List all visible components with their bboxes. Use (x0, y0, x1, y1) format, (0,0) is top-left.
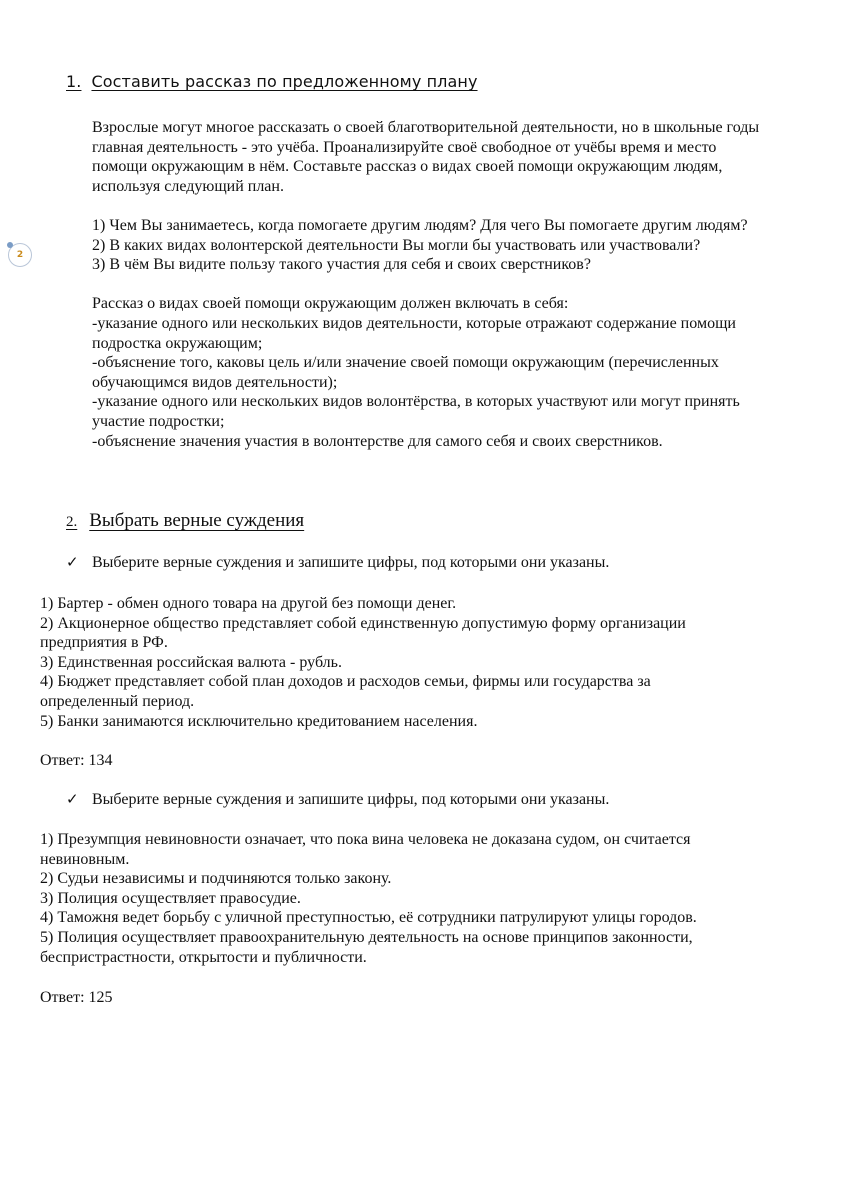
requirement-line: Рассказ о видах своей помощи окружающим должен включать в себя: (92, 295, 569, 313)
requirement-line: обучающимся видов деятельности); (92, 373, 338, 391)
statement-item: 2) Судьи независимы и подчиняются только закону. (40, 870, 392, 888)
statement-item: предприятия в РФ. (40, 634, 168, 652)
section1-title: Составить рассказ по предложенному плану (91, 72, 478, 91)
section1-body (92, 118, 832, 451)
section2-title: Выбрать верные суждения (89, 510, 305, 531)
section2-heading (66, 510, 304, 532)
intro-line: помощи окружающим в нём. Составьте рассказ о видах своей помощи окружающим людям, (92, 158, 723, 176)
plan-item: 2) В каких видах волонтерской деятельности Вы могли бы участвовать или участвовали? (92, 236, 701, 254)
statement-item: 5) Банки занимаются исключительно кредитованием населения. (40, 712, 478, 730)
statement-item: беспристрастности, открытости и публичности. (40, 948, 367, 966)
checkmark-icon: ✓ (66, 553, 79, 571)
comment-badge[interactable] (8, 243, 32, 267)
requirement-line: -указание одного или нескольких видов деятельности, которые отражают содержание помощи (92, 314, 736, 332)
statement-item: невиновным. (40, 850, 130, 868)
task1-items (40, 594, 820, 731)
comment-count: 2 (16, 250, 24, 260)
task2-answer: Ответ: 125 (40, 989, 113, 1006)
task1-instruction (66, 553, 609, 573)
section1-number: 1. (66, 72, 82, 91)
statement-item: 3) Полиция осуществляет правосудие. (40, 889, 301, 907)
plan-item: 3) В чём Вы видите пользу такого участия для себя и своих сверстников? (92, 256, 591, 274)
task1-instruction-text: Выберите верные суждения и запишите цифры, под которыми они указаны. (92, 554, 610, 571)
section1-heading (66, 72, 478, 91)
task2-instruction (66, 790, 609, 810)
task2-instruction-text: Выберите верные суждения и запишите цифры, под которыми они указаны. (92, 791, 610, 808)
statement-item: 4) Таможня ведет борьбу с уличной преступностью, её сотрудники патрулируют улицы городов. (40, 909, 697, 927)
statement-item: 3) Единственная российская валюта - рубль. (40, 653, 342, 671)
intro-line: Взрослые могут многое рассказать о своей благотворительной деятельности, но в школьные годы (92, 119, 760, 136)
section2-number: 2. (66, 514, 78, 530)
statement-item: 4) Бюджет представляет собой план доходов и расходов семьи, фирмы или государства за (40, 673, 651, 691)
task1-answer: Ответ: 134 (40, 752, 113, 769)
spacer (92, 275, 832, 295)
statement-item: определенный период. (40, 692, 195, 710)
statement-item: 2) Акционерное общество представляет собой единственную допустимую форму организации (40, 614, 686, 632)
requirement-line: -указание одного или нескольких видов волонтёрства, в которых участвуют или могут принять (92, 393, 740, 411)
intro-line: главная деятельность - это учёба. Проанализируйте своё свободное от учёбы время и место (92, 138, 717, 156)
requirement-line: -объяснение того, каковы цель и/или значение своей помощи окружающим (перечисленных (92, 354, 719, 372)
spacer (92, 196, 832, 216)
plan-item: 1) Чем Вы занимаетесь, когда помогаете другим людям? Для чего Вы помогаете другим людям? (92, 216, 748, 234)
checkmark-icon: ✓ (66, 790, 79, 808)
statement-item: 1) Бартер - обмен одного товара на другой без помощи денег. (40, 595, 457, 612)
requirement-line: подростка окружающим; (92, 334, 263, 352)
requirement-line: -объяснение значения участия в волонтерстве для самого себя и своих сверстников. (92, 432, 663, 450)
intro-line: используя следующий план. (92, 177, 284, 195)
statement-item: 1) Презумпция невиновности означает, что пока вина человека не доказана судом, он считается (40, 831, 691, 848)
requirement-line: участие подростки; (92, 412, 225, 430)
task2-items (40, 830, 820, 967)
statement-item: 5) Полиция осуществляет правоохранительную деятельность на основе принципов законности, (40, 928, 693, 946)
